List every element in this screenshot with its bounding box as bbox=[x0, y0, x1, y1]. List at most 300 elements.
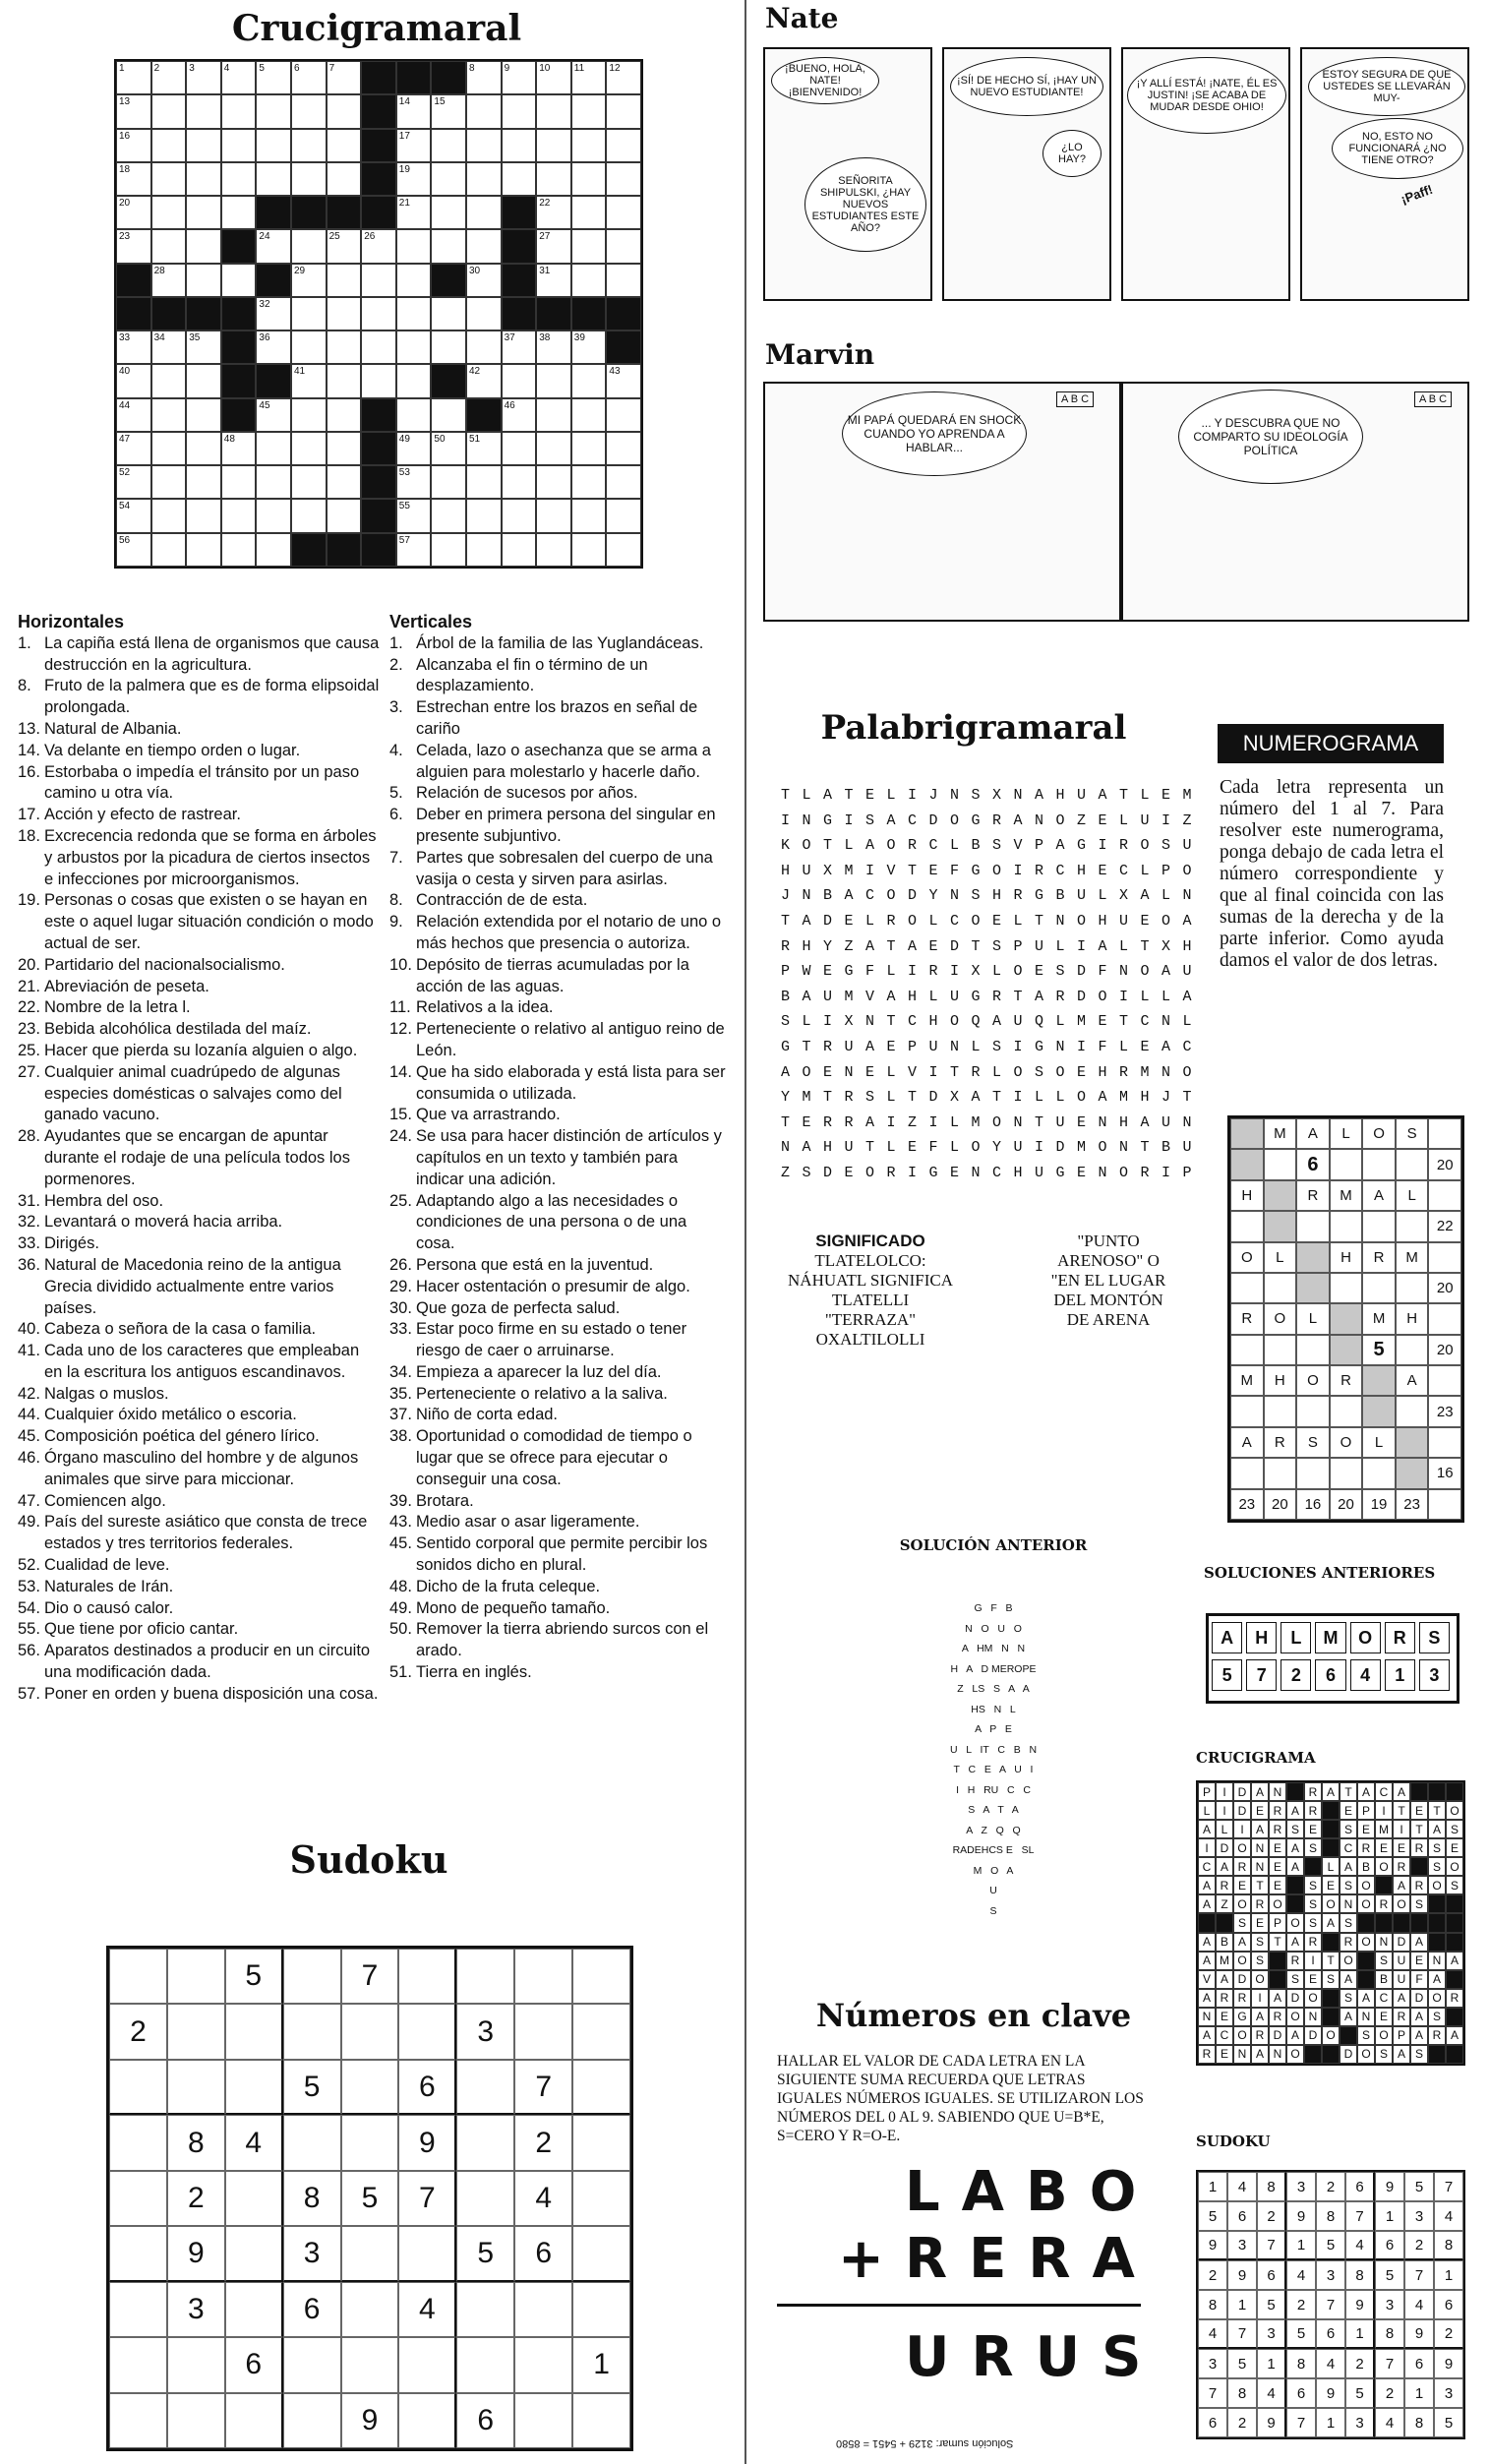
sudoku-cell[interactable] bbox=[341, 2060, 399, 2115]
sudoku-cell[interactable] bbox=[341, 2226, 399, 2281]
crossword-cell[interactable] bbox=[431, 499, 466, 532]
letter-cell[interactable]: O bbox=[1362, 1118, 1396, 1149]
crossword-cell[interactable] bbox=[221, 196, 257, 229]
sudoku-cell[interactable]: 8 bbox=[167, 2115, 225, 2170]
letter-cell[interactable]: R bbox=[1330, 1365, 1363, 1396]
sudoku-cell[interactable]: 7 bbox=[398, 2171, 456, 2226]
crossword-cell[interactable] bbox=[221, 465, 257, 499]
sudoku-cell[interactable] bbox=[283, 2337, 341, 2392]
sudoku-cell[interactable] bbox=[109, 2115, 167, 2170]
sudoku-cell[interactable]: 5 bbox=[225, 1949, 283, 2004]
crossword-cell[interactable] bbox=[571, 61, 607, 94]
crossword-cell[interactable] bbox=[431, 162, 466, 196]
letter-cell[interactable] bbox=[1330, 1211, 1363, 1241]
wordsearch-row[interactable]: KOTLAORCLBSVPAGIROSU bbox=[781, 837, 1205, 855]
crossword-cell[interactable] bbox=[571, 94, 607, 128]
crossword-cell[interactable] bbox=[256, 465, 291, 499]
crossword-cell[interactable] bbox=[256, 499, 291, 532]
sudoku-cell[interactable] bbox=[225, 2060, 283, 2115]
crossword-cell[interactable] bbox=[502, 533, 537, 567]
crossword-cell[interactable] bbox=[571, 162, 607, 196]
crossword-cell[interactable] bbox=[186, 499, 221, 532]
wordsearch-row[interactable]: RHYZATAEDTSPULIALTXH bbox=[781, 937, 1205, 955]
wordsearch-row[interactable]: YMTRSLTDXATILLOAMHJT bbox=[781, 1089, 1205, 1107]
letter-cell[interactable]: L bbox=[1296, 1303, 1330, 1334]
sudoku-cell[interactable] bbox=[514, 2282, 572, 2337]
crossword-cell[interactable] bbox=[502, 162, 537, 196]
sudoku-cell[interactable] bbox=[456, 2171, 514, 2226]
crossword-cell[interactable] bbox=[502, 432, 537, 465]
letter-cell[interactable] bbox=[1330, 1149, 1363, 1179]
crossword-cell[interactable] bbox=[186, 61, 221, 94]
letter-cell[interactable]: S bbox=[1296, 1427, 1330, 1458]
letter-cell[interactable] bbox=[1396, 1335, 1429, 1365]
letter-cell[interactable] bbox=[1396, 1427, 1429, 1458]
sudoku-cell[interactable]: 2 bbox=[514, 2115, 572, 2170]
crossword-cell[interactable] bbox=[256, 432, 291, 465]
sudoku-cell[interactable]: 2 bbox=[167, 2171, 225, 2226]
letter-cell[interactable]: O bbox=[1264, 1303, 1297, 1334]
crossword-cell[interactable] bbox=[606, 398, 641, 432]
crossword-cell[interactable] bbox=[186, 196, 221, 229]
crossword-cell[interactable] bbox=[327, 432, 362, 465]
crossword-cell[interactable] bbox=[291, 499, 327, 532]
sudoku-cell[interactable] bbox=[283, 2393, 341, 2448]
crossword-cell[interactable] bbox=[536, 129, 571, 162]
crossword-cell[interactable] bbox=[431, 94, 466, 128]
crossword-cell[interactable] bbox=[116, 94, 151, 128]
sudoku-cell[interactable] bbox=[572, 2115, 630, 2170]
sudoku-cell[interactable] bbox=[572, 2004, 630, 2059]
letter-cell[interactable] bbox=[1296, 1242, 1330, 1273]
letter-cell[interactable]: H bbox=[1230, 1180, 1264, 1211]
crossword-cell[interactable] bbox=[431, 196, 466, 229]
crossword-cell[interactable] bbox=[327, 364, 362, 397]
letter-cell[interactable] bbox=[1230, 1118, 1264, 1149]
letter-cell[interactable] bbox=[1396, 1458, 1429, 1488]
sudoku-cell[interactable]: 6 bbox=[514, 2226, 572, 2281]
sudoku-cell[interactable]: 6 bbox=[225, 2337, 283, 2392]
letter-cell[interactable] bbox=[1330, 1273, 1363, 1303]
crossword-cell[interactable] bbox=[502, 94, 537, 128]
sudoku-cell[interactable]: 6 bbox=[456, 2393, 514, 2448]
letter-cell[interactable]: O bbox=[1330, 1427, 1363, 1458]
sudoku-cell[interactable]: 7 bbox=[514, 2060, 572, 2115]
crossword-cell[interactable] bbox=[502, 129, 537, 162]
crossword-cell[interactable] bbox=[186, 398, 221, 432]
letter-cell[interactable] bbox=[1296, 1458, 1330, 1488]
crossword-cell[interactable] bbox=[186, 432, 221, 465]
crossword-cell[interactable] bbox=[571, 196, 607, 229]
crossword-cell[interactable] bbox=[256, 297, 291, 331]
crossword-cell[interactable] bbox=[186, 229, 221, 263]
wordsearch-row[interactable]: PWEGFLIRIXLOESDFNOAU bbox=[781, 963, 1205, 981]
crossword-cell[interactable] bbox=[151, 364, 187, 397]
crossword-cell[interactable] bbox=[606, 129, 641, 162]
crossword-cell[interactable] bbox=[151, 196, 187, 229]
crossword-cell[interactable] bbox=[606, 94, 641, 128]
sudoku-cell[interactable] bbox=[341, 2282, 399, 2337]
crossword-cell[interactable] bbox=[536, 229, 571, 263]
letter-cell[interactable] bbox=[1264, 1396, 1297, 1426]
sudoku-cell[interactable]: 6 bbox=[398, 2060, 456, 2115]
letter-cell[interactable] bbox=[1330, 1335, 1363, 1365]
crossword-cell[interactable] bbox=[536, 331, 571, 364]
letter-cell[interactable]: O bbox=[1230, 1242, 1264, 1273]
crossword-cell[interactable] bbox=[431, 129, 466, 162]
crossword-cell[interactable] bbox=[327, 264, 362, 297]
sudoku-cell[interactable] bbox=[283, 2004, 341, 2059]
crossword-cell[interactable] bbox=[502, 499, 537, 532]
crossword-cell[interactable] bbox=[151, 465, 187, 499]
sudoku-cell[interactable]: 2 bbox=[109, 2004, 167, 2059]
crossword-cell[interactable] bbox=[606, 229, 641, 263]
crossword-cell[interactable] bbox=[571, 499, 607, 532]
letter-cell[interactable] bbox=[1396, 1149, 1429, 1179]
letter-cell[interactable]: L bbox=[1330, 1118, 1363, 1149]
crossword-cell[interactable] bbox=[186, 94, 221, 128]
crossword-cell[interactable] bbox=[327, 94, 362, 128]
crossword-cell[interactable] bbox=[466, 162, 502, 196]
crossword-cell[interactable] bbox=[221, 432, 257, 465]
crossword-cell[interactable] bbox=[536, 533, 571, 567]
sudoku-cell[interactable]: 9 bbox=[398, 2115, 456, 2170]
sudoku-cell[interactable] bbox=[109, 2393, 167, 2448]
sudoku-cell[interactable]: 4 bbox=[225, 2115, 283, 2170]
crossword-cell[interactable] bbox=[502, 465, 537, 499]
crossword-cell[interactable] bbox=[291, 364, 327, 397]
letter-cell[interactable] bbox=[1362, 1396, 1396, 1426]
crossword-cell[interactable] bbox=[466, 533, 502, 567]
letter-cell[interactable] bbox=[1264, 1180, 1297, 1211]
crossword-cell[interactable] bbox=[431, 331, 466, 364]
letter-cell[interactable]: A bbox=[1230, 1427, 1264, 1458]
crossword-cell[interactable] bbox=[116, 229, 151, 263]
crossword-cell[interactable] bbox=[431, 533, 466, 567]
wordsearch-row[interactable]: AOENELVITRLOSOEHRMNO bbox=[781, 1063, 1205, 1081]
crossword-cell[interactable] bbox=[256, 398, 291, 432]
letter-cell[interactable] bbox=[1362, 1458, 1396, 1488]
crossword-cell[interactable] bbox=[116, 465, 151, 499]
crossword-cell[interactable] bbox=[606, 364, 641, 397]
crossword-cell[interactable] bbox=[396, 533, 432, 567]
letter-cell[interactable] bbox=[1296, 1335, 1330, 1365]
letter-cell[interactable]: M bbox=[1362, 1303, 1396, 1334]
crossword-cell[interactable] bbox=[151, 61, 187, 94]
letter-cell[interactable]: L bbox=[1396, 1180, 1429, 1211]
crossword-cell[interactable] bbox=[361, 264, 396, 297]
sum-cell[interactable]: 20 bbox=[1330, 1489, 1363, 1520]
crossword-cell[interactable] bbox=[291, 465, 327, 499]
letter-cell[interactable] bbox=[1296, 1396, 1330, 1426]
letter-cell[interactable] bbox=[1330, 1303, 1363, 1334]
crossword-cell[interactable] bbox=[221, 94, 257, 128]
crossword-cell[interactable] bbox=[466, 61, 502, 94]
sudoku-cell[interactable]: 9 bbox=[341, 2393, 399, 2448]
wordsearch-row[interactable]: INGISACDOGRANOZELUIZ bbox=[781, 811, 1205, 829]
crossword-cell[interactable] bbox=[327, 398, 362, 432]
sudoku-cell[interactable] bbox=[109, 2337, 167, 2392]
crossword-cell[interactable] bbox=[256, 94, 291, 128]
crossword-cell[interactable] bbox=[186, 129, 221, 162]
crossword-cell[interactable] bbox=[502, 364, 537, 397]
sudoku-cell[interactable]: 7 bbox=[341, 1949, 399, 2004]
crossword-cell[interactable] bbox=[361, 229, 396, 263]
crossword-cell[interactable] bbox=[571, 432, 607, 465]
crossword-cell[interactable] bbox=[536, 264, 571, 297]
crossword-cell[interactable] bbox=[396, 196, 432, 229]
sudoku-cell[interactable] bbox=[456, 1949, 514, 2004]
letter-cell[interactable]: M bbox=[1330, 1180, 1363, 1211]
sudoku-cell[interactable] bbox=[109, 2171, 167, 2226]
sudoku-cell[interactable] bbox=[225, 2282, 283, 2337]
letter-cell[interactable] bbox=[1396, 1273, 1429, 1303]
sudoku-cell[interactable]: 3 bbox=[167, 2282, 225, 2337]
crossword-cell[interactable] bbox=[361, 364, 396, 397]
crossword-cell[interactable] bbox=[221, 533, 257, 567]
sudoku-cell[interactable] bbox=[456, 2060, 514, 2115]
letter-cell[interactable] bbox=[1230, 1211, 1264, 1241]
letter-cell[interactable] bbox=[1230, 1273, 1264, 1303]
wordsearch-row[interactable]: JNBACODYNSHRGBULXALN bbox=[781, 887, 1205, 905]
crossword-cell[interactable] bbox=[256, 162, 291, 196]
crossword-cell[interactable] bbox=[221, 129, 257, 162]
crossword-cell[interactable] bbox=[291, 297, 327, 331]
crossword-cell[interactable] bbox=[396, 162, 432, 196]
letter-cell[interactable]: H bbox=[1330, 1242, 1363, 1273]
sudoku-cell[interactable] bbox=[167, 2393, 225, 2448]
sum-cell[interactable]: 20 bbox=[1264, 1489, 1297, 1520]
crossword-cell[interactable] bbox=[571, 533, 607, 567]
crossword-cell[interactable] bbox=[327, 162, 362, 196]
sudoku-cell[interactable]: 4 bbox=[514, 2171, 572, 2226]
sum-cell[interactable]: 19 bbox=[1362, 1489, 1396, 1520]
sudoku-grid[interactable] bbox=[106, 1946, 633, 2451]
sudoku-cell[interactable] bbox=[225, 2226, 283, 2281]
crossword-cell[interactable] bbox=[151, 432, 187, 465]
letter-cell[interactable]: 5 bbox=[1362, 1335, 1396, 1365]
crossword-cell[interactable] bbox=[151, 499, 187, 532]
crossword-cell[interactable] bbox=[221, 499, 257, 532]
crossword-cell[interactable] bbox=[116, 61, 151, 94]
sum-cell[interactable]: 16 bbox=[1296, 1489, 1330, 1520]
wordsearch-row[interactable]: TLATELIJNSXNAHUATLEM bbox=[781, 787, 1205, 804]
crossword-cell[interactable] bbox=[291, 398, 327, 432]
sudoku-cell[interactable] bbox=[167, 2060, 225, 2115]
crossword-cell[interactable] bbox=[327, 297, 362, 331]
crossword-cell[interactable] bbox=[466, 196, 502, 229]
crossword-cell[interactable] bbox=[466, 129, 502, 162]
letter-cell[interactable]: H bbox=[1396, 1303, 1429, 1334]
crossword-cell[interactable] bbox=[116, 398, 151, 432]
sudoku-cell[interactable] bbox=[167, 2337, 225, 2392]
sudoku-cell[interactable] bbox=[398, 2337, 456, 2392]
sum-cell[interactable]: 23 bbox=[1230, 1489, 1264, 1520]
crossword-cell[interactable] bbox=[116, 499, 151, 532]
crossword-cell[interactable] bbox=[361, 297, 396, 331]
crossword-cell[interactable] bbox=[186, 465, 221, 499]
crossword-cell[interactable] bbox=[571, 331, 607, 364]
sudoku-cell[interactable]: 1 bbox=[572, 2337, 630, 2392]
crossword-cell[interactable] bbox=[536, 196, 571, 229]
sudoku-cell[interactable]: 6 bbox=[283, 2282, 341, 2337]
sudoku-cell[interactable]: 5 bbox=[341, 2171, 399, 2226]
letter-cell[interactable] bbox=[1230, 1458, 1264, 1488]
crossword-cell[interactable] bbox=[151, 162, 187, 196]
crossword-cell[interactable] bbox=[536, 61, 571, 94]
crossword-cell[interactable] bbox=[116, 533, 151, 567]
wordsearch-row[interactable]: TADELROLCOELTNOHUEOA bbox=[781, 912, 1205, 930]
letter-cell[interactable] bbox=[1362, 1365, 1396, 1396]
crossword-cell[interactable] bbox=[396, 364, 432, 397]
sudoku-cell[interactable] bbox=[341, 2337, 399, 2392]
crossword-cell[interactable] bbox=[606, 264, 641, 297]
sudoku-cell[interactable] bbox=[398, 2004, 456, 2059]
crossword-cell[interactable] bbox=[396, 229, 432, 263]
sudoku-cell[interactable]: 9 bbox=[167, 2226, 225, 2281]
crossword-cell[interactable] bbox=[396, 465, 432, 499]
wordsearch-row[interactable]: HUXMIVTEFGOIRCHECLPO bbox=[781, 862, 1205, 879]
crossword-cell[interactable] bbox=[571, 229, 607, 263]
sudoku-cell[interactable] bbox=[398, 2393, 456, 2448]
sudoku-cell[interactable] bbox=[167, 1949, 225, 2004]
crossword-cell[interactable] bbox=[431, 297, 466, 331]
numerograma-grid[interactable] bbox=[1227, 1115, 1464, 1523]
letter-cell[interactable] bbox=[1264, 1458, 1297, 1488]
crossword-cell[interactable] bbox=[431, 432, 466, 465]
crossword-cell[interactable] bbox=[151, 331, 187, 364]
sudoku-cell[interactable] bbox=[167, 2004, 225, 2059]
crossword-cell[interactable] bbox=[291, 61, 327, 94]
sum-cell[interactable]: 23 bbox=[1396, 1489, 1429, 1520]
crossword-cell[interactable] bbox=[571, 465, 607, 499]
sudoku-cell[interactable]: 3 bbox=[456, 2004, 514, 2059]
crossword-cell[interactable] bbox=[571, 398, 607, 432]
crossword-cell[interactable] bbox=[536, 364, 571, 397]
letter-cell[interactable] bbox=[1264, 1335, 1297, 1365]
crossword-cell[interactable] bbox=[151, 533, 187, 567]
sudoku-cell[interactable] bbox=[572, 2282, 630, 2337]
crossword-cell[interactable] bbox=[291, 432, 327, 465]
sudoku-cell[interactable] bbox=[109, 1949, 167, 2004]
letter-cell[interactable]: A bbox=[1396, 1365, 1429, 1396]
crossword-cell[interactable] bbox=[396, 331, 432, 364]
sudoku-cell[interactable] bbox=[341, 2004, 399, 2059]
crossword-cell[interactable] bbox=[431, 229, 466, 263]
letter-cell[interactable]: M bbox=[1396, 1242, 1429, 1273]
crossword-cell[interactable] bbox=[221, 162, 257, 196]
sudoku-cell[interactable] bbox=[514, 1949, 572, 2004]
crossword-cell[interactable] bbox=[361, 331, 396, 364]
sudoku-cell[interactable] bbox=[109, 2282, 167, 2337]
crossword-cell[interactable] bbox=[291, 229, 327, 263]
crossword-cell[interactable] bbox=[536, 398, 571, 432]
letter-cell[interactable]: R bbox=[1230, 1303, 1264, 1334]
letter-cell[interactable] bbox=[1264, 1273, 1297, 1303]
crossword-cell[interactable] bbox=[606, 499, 641, 532]
crossword-cell[interactable] bbox=[256, 129, 291, 162]
sudoku-cell[interactable] bbox=[572, 1949, 630, 2004]
crossword-cell[interactable] bbox=[606, 196, 641, 229]
crossword-cell[interactable] bbox=[186, 331, 221, 364]
crossword-cell[interactable] bbox=[536, 499, 571, 532]
sudoku-cell[interactable]: 5 bbox=[456, 2226, 514, 2281]
crossword-cell[interactable] bbox=[291, 129, 327, 162]
letter-cell[interactable] bbox=[1296, 1273, 1330, 1303]
sudoku-cell[interactable] bbox=[572, 2171, 630, 2226]
sudoku-cell[interactable]: 4 bbox=[398, 2282, 456, 2337]
letter-cell[interactable] bbox=[1396, 1211, 1429, 1241]
crossword-cell[interactable] bbox=[502, 331, 537, 364]
wordsearch-row[interactable]: GTRUAEPUNLSIGNIFLEAC bbox=[781, 1038, 1205, 1055]
letter-cell[interactable]: A bbox=[1296, 1118, 1330, 1149]
crossword-cell[interactable] bbox=[431, 465, 466, 499]
crossword-cell[interactable] bbox=[186, 264, 221, 297]
crossword-cell[interactable] bbox=[291, 264, 327, 297]
crossword-cell[interactable] bbox=[466, 94, 502, 128]
crossword-cell[interactable] bbox=[116, 331, 151, 364]
letter-cell[interactable]: R bbox=[1296, 1180, 1330, 1211]
crossword-cell[interactable] bbox=[606, 432, 641, 465]
letter-cell[interactable] bbox=[1230, 1335, 1264, 1365]
crossword-cell[interactable] bbox=[327, 129, 362, 162]
crossword-cell[interactable] bbox=[466, 432, 502, 465]
crossword-cell[interactable] bbox=[571, 364, 607, 397]
crossword-cell[interactable] bbox=[396, 297, 432, 331]
crossword-cell[interactable] bbox=[221, 264, 257, 297]
sudoku-cell[interactable]: 3 bbox=[283, 2226, 341, 2281]
sudoku-cell[interactable] bbox=[456, 2282, 514, 2337]
sudoku-cell[interactable]: 8 bbox=[283, 2171, 341, 2226]
letter-cell[interactable]: S bbox=[1396, 1118, 1429, 1149]
letter-cell[interactable] bbox=[1264, 1149, 1297, 1179]
crossword-cell[interactable] bbox=[502, 61, 537, 94]
crossword-cell[interactable] bbox=[116, 364, 151, 397]
crossword-cell[interactable] bbox=[151, 229, 187, 263]
crossword-cell[interactable] bbox=[536, 94, 571, 128]
sudoku-cell[interactable] bbox=[225, 2393, 283, 2448]
crossword-cell[interactable] bbox=[151, 94, 187, 128]
crossword-cell[interactable] bbox=[466, 297, 502, 331]
crossword-cell[interactable] bbox=[431, 398, 466, 432]
crossword-cell[interactable] bbox=[536, 432, 571, 465]
crossword-cell[interactable] bbox=[291, 94, 327, 128]
sudoku-cell[interactable] bbox=[225, 2004, 283, 2059]
sudoku-cell[interactable] bbox=[283, 2115, 341, 2170]
crossword-cell[interactable] bbox=[256, 331, 291, 364]
crossword-cell[interactable] bbox=[466, 499, 502, 532]
crossword-cell[interactable] bbox=[606, 162, 641, 196]
sudoku-cell[interactable] bbox=[109, 2226, 167, 2281]
crossword-cell[interactable] bbox=[151, 264, 187, 297]
crossword-cell[interactable] bbox=[571, 264, 607, 297]
letter-cell[interactable]: A bbox=[1362, 1180, 1396, 1211]
wordsearch-row[interactable]: BAUMVAHLUGRTARDOILLA bbox=[781, 988, 1205, 1005]
crossword-cell[interactable] bbox=[327, 465, 362, 499]
letter-cell[interactable]: H bbox=[1264, 1365, 1297, 1396]
crossword-cell[interactable] bbox=[606, 61, 641, 94]
sudoku-cell[interactable] bbox=[514, 2393, 572, 2448]
crossword-cell[interactable] bbox=[291, 331, 327, 364]
letter-cell[interactable] bbox=[1396, 1396, 1429, 1426]
wordsearch-grid[interactable] bbox=[781, 783, 1204, 1186]
wordsearch-row[interactable]: TERRAIZILMONTUENHAUN bbox=[781, 1113, 1205, 1131]
letter-cell[interactable] bbox=[1362, 1149, 1396, 1179]
letter-cell[interactable]: 6 bbox=[1296, 1149, 1330, 1179]
crossword-cell[interactable] bbox=[186, 364, 221, 397]
crossword-cell[interactable] bbox=[327, 229, 362, 263]
crossword-cell[interactable] bbox=[116, 196, 151, 229]
